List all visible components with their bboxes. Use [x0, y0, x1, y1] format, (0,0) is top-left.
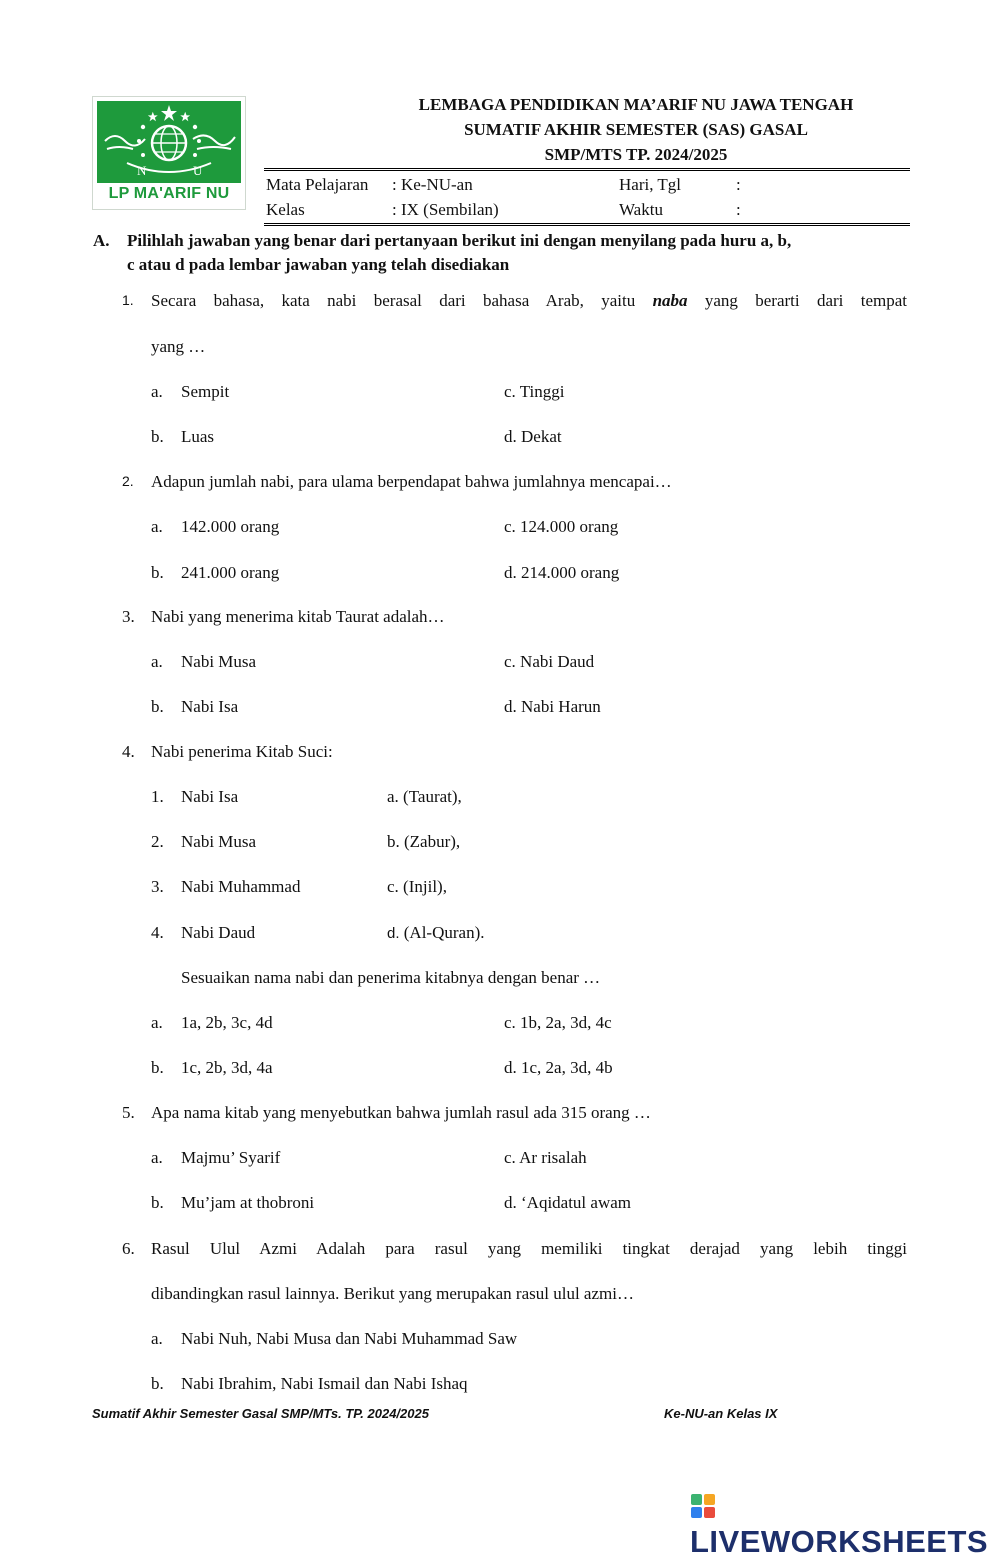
q6-option-b-letter[interactable]: b. [151, 1374, 164, 1393]
q2-option-c[interactable]: c. 124.000 orang [504, 517, 619, 536]
class-label: Kelas [266, 200, 305, 219]
q5-option-c[interactable]: c. Ar risalah [504, 1148, 587, 1167]
day-date-value: : [736, 175, 741, 194]
q3-option-b[interactable]: Nabi Isa [181, 697, 239, 716]
header-exam-title: SUMATIF AKHIR SEMESTER (SAS) GASAL [464, 120, 808, 139]
header-bottom-rule [264, 223, 910, 226]
q5-number: 5. [122, 1103, 135, 1122]
q3-option-a-letter[interactable]: a. [151, 652, 163, 671]
q1-text-pre: Secara bahasa, kata nabi berasal dari bahasa Arab, yaitu [151, 291, 653, 310]
q4-option-b-letter[interactable]: b. [151, 1058, 164, 1077]
section-instruction-line1: Pilihlah jawaban yang benar dari pertanyaan berikut ini dengan menyilang pada huru a, b, [127, 231, 792, 250]
q2-option-d[interactable]: d. 214.000 orang [504, 563, 620, 582]
header-school-year: SMP/MTS TP. 2024/2025 [544, 145, 728, 164]
q1-option-a-letter[interactable]: a. [151, 382, 163, 401]
q2-text: Adapun jumlah nabi, para ulama berpendapat bahwa jumlahnya mencapai… [151, 472, 672, 491]
q4-option-b[interactable]: 1c, 2b, 3d, 4a [181, 1058, 273, 1077]
q1-text-line2: yang … [151, 337, 206, 356]
q5-option-d[interactable]: d. ‘Aqidatul awam [504, 1193, 631, 1212]
q3-option-b-letter[interactable]: b. [151, 697, 164, 716]
q5-option-a[interactable]: Majmu’ Syarif [181, 1148, 281, 1167]
globe-stars-icon [97, 101, 241, 183]
q4-pair-nabi: Nabi Isa [181, 787, 239, 806]
q5-option-a-letter[interactable]: a. [151, 1148, 163, 1167]
q2-number: 2. [122, 473, 134, 489]
q6-text-line2: dibandingkan rasul lainnya. Berikut yang merupakan rasul ulul azmi… [151, 1284, 634, 1303]
q2-option-b-letter[interactable]: b. [151, 563, 164, 582]
q4-text: Nabi penerima Kitab Suci: [151, 742, 333, 761]
liveworksheets-watermark [690, 1488, 1000, 1560]
q1-option-b[interactable]: Luas [181, 427, 215, 446]
q1-option-a[interactable]: Sempit [181, 382, 230, 401]
q4-pair-kitab-letter: d. [387, 925, 400, 942]
footer-exam-info: Sumatif Akhir Semester Gasal SMP/MTs. TP. 2024/2025 [92, 1406, 429, 1421]
logo-letter-n: N [137, 163, 147, 178]
q4-option-c[interactable]: c. 1b, 2a, 3d, 4c [504, 1013, 612, 1032]
q4-option-a-letter[interactable]: a. [151, 1013, 163, 1032]
q3-text: Nabi yang menerima kitab Taurat adalah… [151, 607, 445, 626]
q4-pair-nabi: Nabi Musa [181, 832, 257, 851]
q4-pair-number: 1. [151, 787, 164, 806]
q6-option-a-letter[interactable]: a. [151, 1329, 163, 1348]
subject-label: Mata Pelajaran [266, 175, 369, 194]
q4-pair-nabi: Nabi Muhammad [181, 877, 301, 896]
q4-option-d[interactable]: d. 1c, 2a, 3d, 4b [504, 1058, 613, 1077]
q3-number: 3. [122, 607, 135, 626]
q5-option-b[interactable]: Mu’jam at thobroni [181, 1193, 315, 1212]
q4-pair-number: 3. [151, 877, 164, 896]
q2-option-b[interactable]: 241.000 orang [181, 563, 280, 582]
q6-option-b[interactable]: Nabi Ibrahim, Nabi Ismail dan Nabi Ishaq [181, 1374, 468, 1393]
q4-pair-kitab-text: (Al-Quran). [399, 923, 485, 942]
lp-maarif-nu-logo [92, 96, 246, 210]
nu-emblem [97, 101, 241, 183]
liveworksheets-text: LIVEWORKSHEETS [690, 1524, 989, 1559]
q4-pair-kitab: c. (Injil), [387, 877, 447, 896]
day-date-label: Hari, Tgl [619, 175, 682, 194]
q4-instruction: Sesuaikan nama nabi dan penerima kitabnya dengan benar … [181, 968, 601, 987]
q4-pair-number: 2. [151, 832, 164, 851]
q1-number: 1. [122, 292, 134, 308]
liveworksheets-logo-icon [690, 1493, 716, 1519]
q6-option-a[interactable]: Nabi Nuh, Nabi Musa dan Nabi Muhammad Saw [181, 1329, 518, 1348]
time-value: : [736, 200, 741, 219]
q1-text-post: yang berarti dari tempat [687, 291, 907, 310]
logo-letter-u: U [193, 163, 203, 178]
q1-text-line1 [151, 291, 907, 311]
q1-option-b-letter[interactable]: b. [151, 427, 164, 446]
section-letter: A. [93, 231, 110, 250]
time-label: Waktu [619, 200, 663, 219]
q4-option-a[interactable]: 1a, 2b, 3c, 4d [181, 1013, 273, 1032]
q6-number: 6. [122, 1239, 135, 1258]
q3-option-a[interactable]: Nabi Musa [181, 652, 257, 671]
q4-pair-kitab: b. (Zabur), [387, 832, 461, 851]
logo-caption: LP MA'ARIF NU [108, 185, 230, 202]
q4-pair-number: 4. [151, 923, 164, 942]
q2-option-a-letter[interactable]: a. [151, 517, 163, 536]
q4-pair-nabi: Nabi Daud [181, 923, 256, 942]
subject-value: : Ke-NU-an [392, 175, 473, 194]
class-value: : IX (Sembilan) [392, 200, 499, 219]
q1-option-c[interactable]: c. Tinggi [504, 382, 565, 401]
q5-text: Apa nama kitab yang menyebutkan bahwa jumlah rasul ada 315 orang … [151, 1103, 651, 1122]
q1-term-naba: naba [652, 291, 688, 310]
q2-option-a[interactable]: 142.000 orang [181, 517, 280, 536]
header-institution: LEMBAGA PENDIDIKAN MA’ARIF NU JAWA TENGAH [418, 95, 854, 114]
q4-number: 4. [122, 742, 135, 761]
q4-pair-kitab [387, 923, 484, 943]
q1-option-d[interactable]: d. Dekat [504, 427, 562, 446]
q5-option-b-letter[interactable]: b. [151, 1193, 164, 1212]
section-instruction-line2: c atau d pada lembar jawaban yang telah disediakan [127, 255, 510, 274]
q3-option-c[interactable]: c. Nabi Daud [504, 652, 595, 671]
q3-option-d[interactable]: d. Nabi Harun [504, 697, 601, 716]
header-top-rule [264, 168, 910, 171]
q4-pair-kitab: a. (Taurat), [387, 787, 462, 806]
footer-subject-class: Ke-NU-an Kelas IX [664, 1406, 778, 1421]
q6-text-line1: Rasul Ulul Azmi Adalah para rasul yang memiliki tingkat derajad yang lebih tinggi [151, 1239, 907, 1258]
